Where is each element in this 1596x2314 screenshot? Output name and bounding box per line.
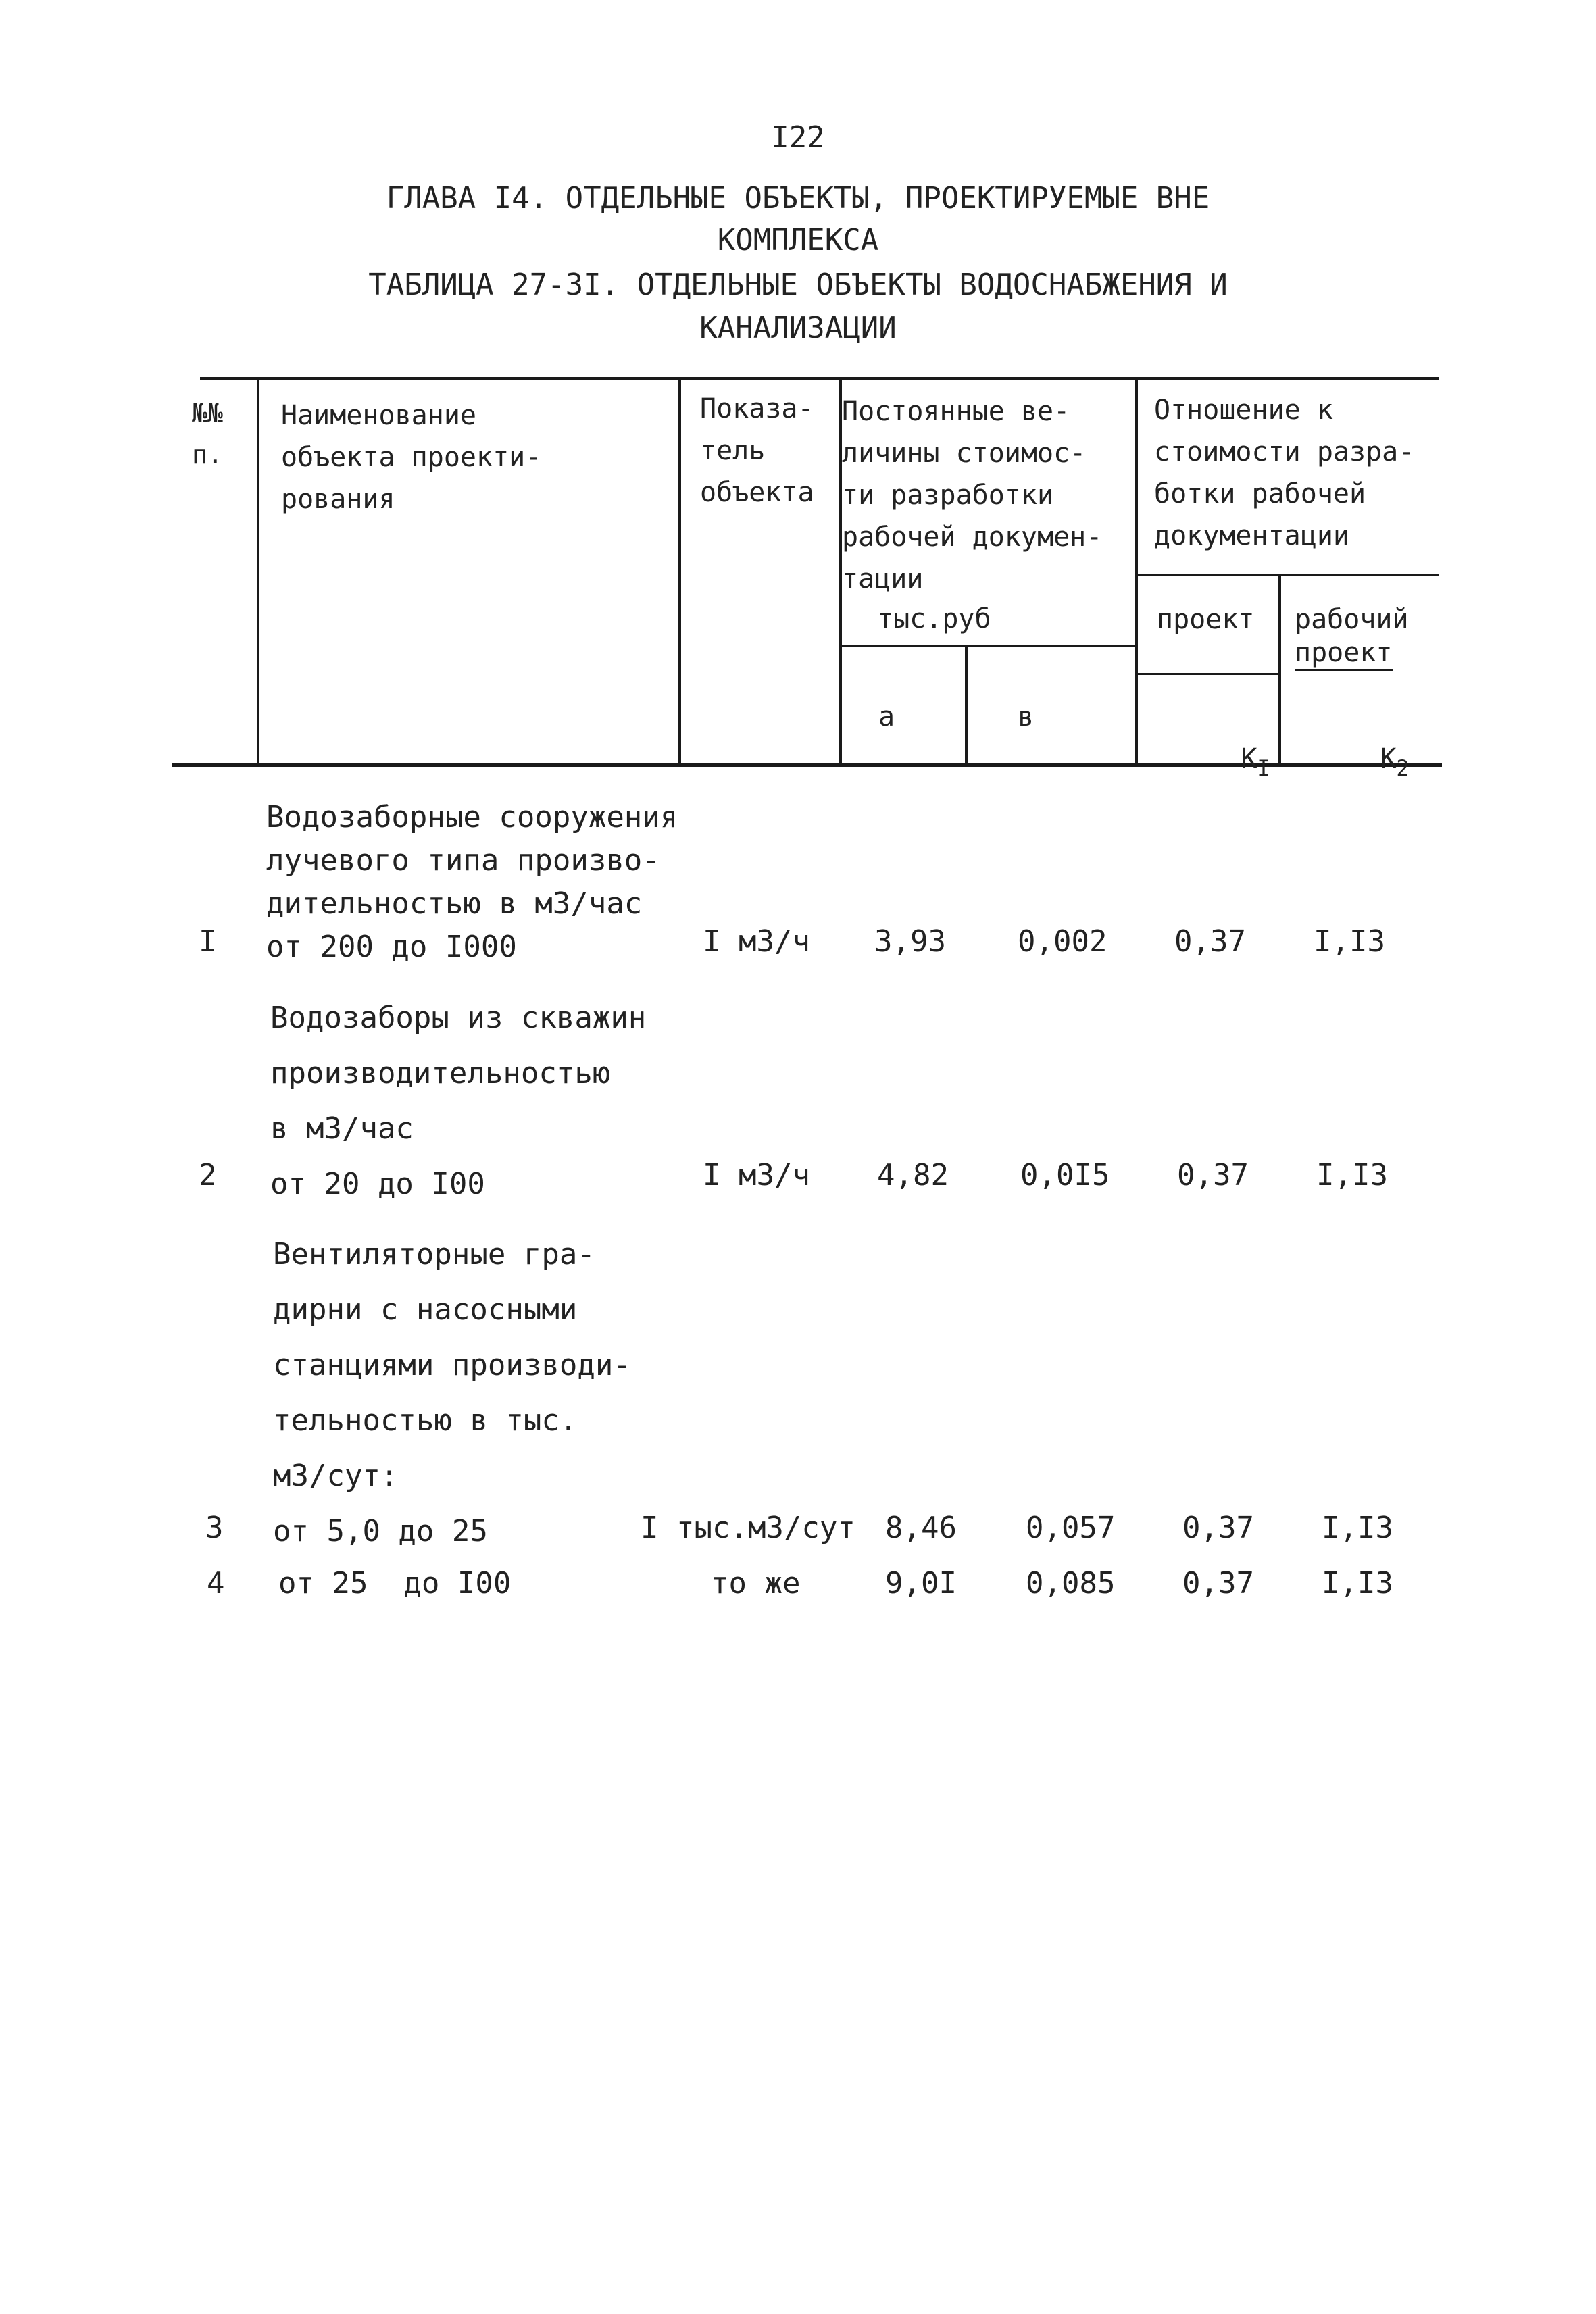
row-2-value-a: 4,82 [877,1158,949,1192]
header-k2 [1315,696,1410,831]
row-4-k2: I,I3 [1322,1566,1393,1601]
row-2-number: 2 [199,1158,217,1192]
header-work-project-2: проект [1295,636,1393,671]
row-4-value-b: 0,085 [1026,1566,1116,1601]
header-col-a: а [878,701,895,732]
row-1-value-a: 3,93 [874,924,946,959]
k2-subscript: 2 [1396,755,1410,781]
header-units: тыс.руб [877,603,991,634]
row-4-value-a: 9,0I [885,1566,957,1601]
header-k1 [1176,696,1270,831]
row-3-number: 3 [205,1511,224,1545]
row-3-indicator: I тыс.м3/сут [641,1511,855,1545]
row-1-value-b: 0,002 [1018,924,1107,959]
row-1-k2: I,I3 [1314,924,1385,959]
header-work-project: рабочий [1295,604,1409,635]
row-2-k1: 0,37 [1177,1158,1249,1192]
col-divider-6 [1278,574,1281,765]
row-3-k1: 0,37 [1182,1511,1254,1545]
chapter-title: ГЛАВА I4. ОТДЕЛЬНЫЕ ОБЪЕКТЫ, ПРОЕКТИРУЕМЫЕ ВНЕ [386,181,1210,216]
k2-letter: K [1380,743,1397,774]
row-1-number: I [199,924,217,959]
row-1-k1: 0,37 [1174,924,1246,959]
row-2-indicator: I м3/ч [703,1158,810,1192]
table-title-cont: КАНАЛИЗАЦИИ [699,311,897,345]
header-col-b: в [1018,701,1034,732]
table-top-rule [200,377,1439,380]
header-constants: Постоянные ве- личины стоимос- ти разработки рабочей докумен- тации [842,396,1103,595]
k1-subscript: I [1257,755,1270,781]
header-object-name: Наименование объекта проекти- рования [281,400,542,515]
row-4-description: от 25 до I00 [278,1566,512,1601]
row-3-description: Вентиляторные гра- дирни с насосными станциями производи- тельностью в тыс. м3/сут: от 5,0 до 25 [273,1237,631,1549]
row-4-number: 4 [207,1566,225,1601]
constants-sub-rule [839,645,1137,647]
col-divider-4 [965,645,968,765]
row-1-description: Водозаборные сооружения лучевого типа произво- дительностью в м3/час от 200 до I000 [266,800,678,964]
col-divider-5 [1135,380,1138,765]
k1-letter: K [1241,743,1257,774]
header-ratio: Отношение к стоимости разра- ботки рабочей документации [1154,395,1415,551]
row-2-k2: I,I3 [1316,1158,1388,1192]
row-3-k2: I,I3 [1322,1511,1393,1545]
row-2-value-b: 0,0I5 [1020,1158,1110,1192]
chapter-title-cont: КОМПЛЕКСА [717,223,879,257]
row-3-value-b: 0,057 [1026,1511,1116,1545]
row-4-indicator: то же [711,1566,801,1601]
col-divider-1 [257,380,259,765]
page-number: I22 [771,120,825,155]
col-divider-2 [678,380,681,765]
k-sub-rule [1135,673,1280,675]
table-title: ТАБЛИЦА 27-3I. ОТДЕЛЬНЫЕ ОБЪЕКТЫ ВОДОСНАБЖЕНИЯ И [368,268,1228,302]
row-1-indicator: I м3/ч [703,924,810,959]
header-indicator: Показа- тель объекта [700,393,814,508]
row-2-description: Водозаборы из скважин производительностью в м3/час от 20 до I00 [270,1001,647,1201]
header-number: №№ п. [192,398,223,470]
header-project: проект [1157,604,1255,635]
ratio-sub-rule [1135,574,1439,576]
row-3-value-a: 8,46 [885,1511,957,1545]
row-4-k1: 0,37 [1182,1566,1254,1601]
